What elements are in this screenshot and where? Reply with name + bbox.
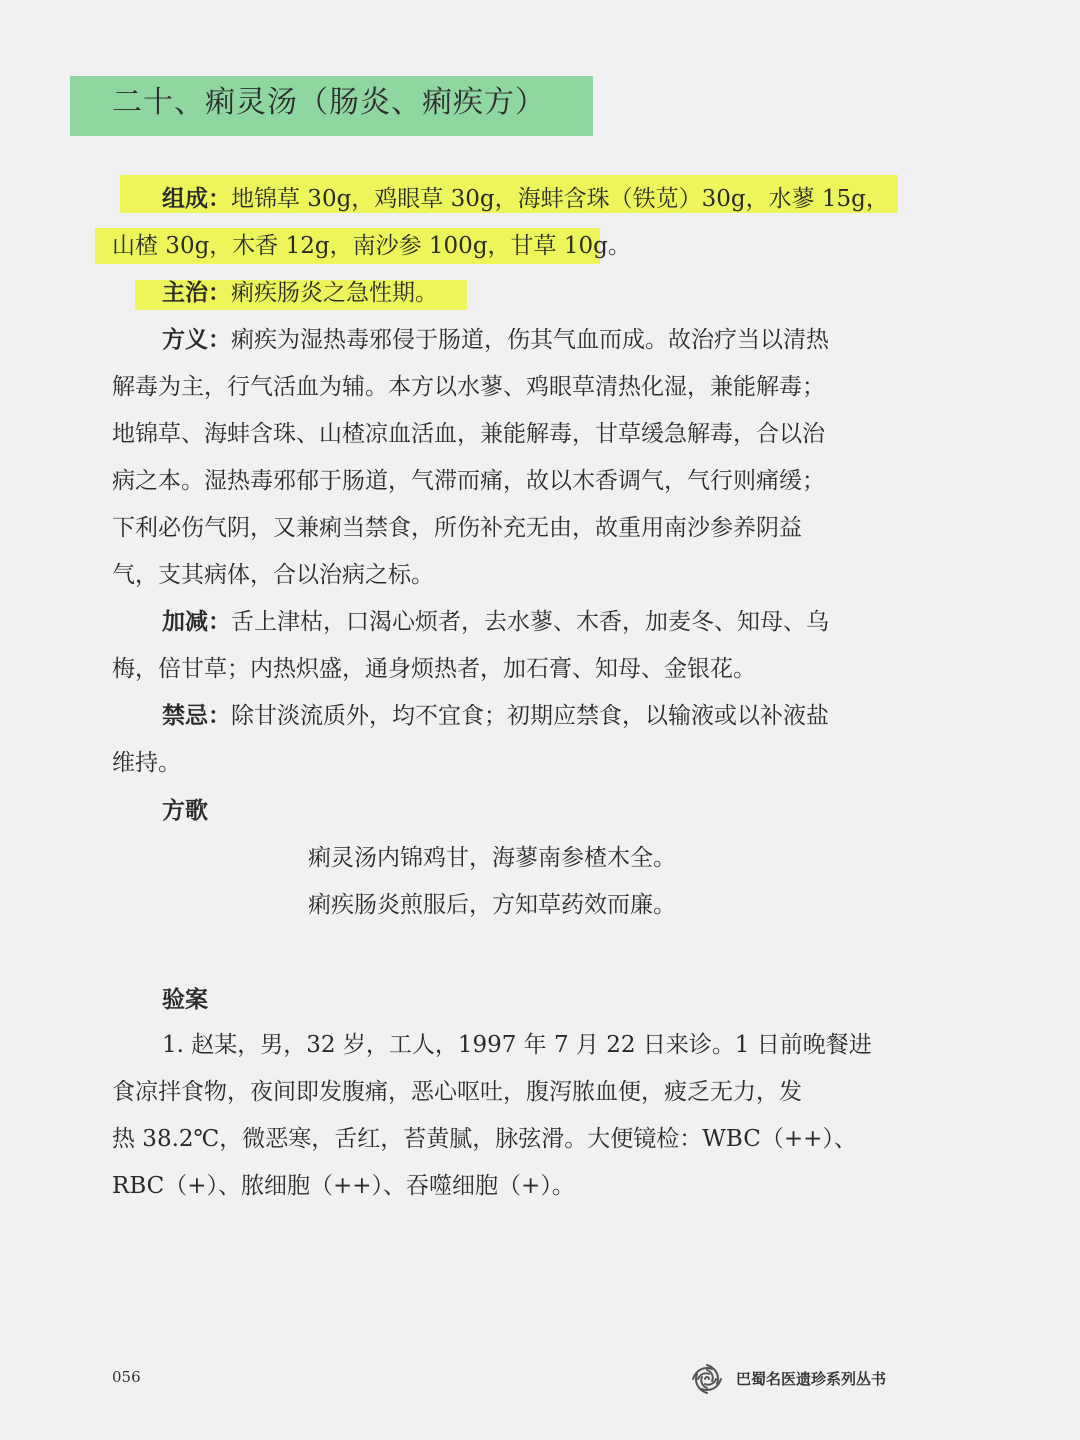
modification-label: 加减： bbox=[162, 608, 231, 635]
meaning-line-6: 气，支其病体，合以治病之标。 bbox=[112, 562, 434, 588]
contraindication-line-2: 维持。 bbox=[112, 750, 181, 776]
contraindication-line-1 bbox=[162, 701, 829, 731]
contraindication-text-1: 除甘淡流质外，均不宜食；初期应禁食，以输液或以补液盐 bbox=[231, 703, 829, 729]
contraindication-label: 禁忌： bbox=[162, 702, 231, 729]
song-line-1: 痢灵汤内锦鸡甘，海蓼南参楂木全。 bbox=[308, 845, 676, 871]
modification-text-1: 舌上津枯，口渴心烦者，去水蓼、木香，加麦冬、知母、乌 bbox=[231, 609, 829, 635]
section-title: 二十、痢灵汤（肠炎、痢疾方） bbox=[112, 85, 546, 120]
meaning-line-4: 病之本。湿热毒邪郁于肠道，气滞而痛，故以木香调气，气行则痛缓； bbox=[112, 468, 825, 494]
meaning-line-1 bbox=[162, 325, 829, 355]
song-line-2: 痢疾肠炎煎服后，方知草药效而廉。 bbox=[308, 892, 676, 918]
meaning-text-1: 痢疾为湿热毒邪侵于肠道，伤其气血而成。故治疗当以清热 bbox=[231, 327, 829, 353]
series-name: 巴蜀名医遗珍系列丛书 bbox=[736, 1370, 887, 1388]
case-line-1: 1. 赵某，男，32 岁，工人，1997 年 7 月 22 日来诊。1 日前晚餐进 bbox=[162, 1032, 872, 1058]
spiral-logo-icon bbox=[690, 1362, 724, 1396]
case-line-4: RBC（+）、脓细胞（++）、吞噬细胞（+）。 bbox=[112, 1173, 575, 1199]
composition-line-1 bbox=[162, 184, 889, 214]
indication-label: 主治： bbox=[162, 279, 231, 306]
meaning-line-5: 下利必伤气阴，又兼痢当禁食，所伤补充无由，故重用南沙参养阴益 bbox=[112, 515, 802, 541]
song-heading: 方歌 bbox=[162, 797, 208, 824]
case-line-3: 热 38.2℃，微恶寒，舌红，苔黄腻，脉弦滑。大便镜检：WBC（++）、 bbox=[112, 1126, 857, 1152]
page-number: 056 bbox=[112, 1368, 141, 1386]
modification-line-2: 梅，倍甘草；内热炽盛，通身烦热者，加石膏、知母、金银花。 bbox=[112, 656, 756, 682]
indication-text: 痢疾肠炎之急性期。 bbox=[231, 280, 438, 306]
case-heading: 验案 bbox=[162, 986, 208, 1013]
modification-line-1 bbox=[162, 607, 829, 637]
case-line-2: 食凉拌食物，夜间即发腹痛，恶心呕吐，腹泻脓血便，疲乏无力，发 bbox=[112, 1079, 802, 1105]
meaning-label: 方义： bbox=[162, 326, 231, 353]
composition-line-2: 山楂 30g，木香 12g，南沙参 100g，甘草 10g。 bbox=[112, 233, 631, 259]
composition-label: 组成： bbox=[162, 185, 231, 212]
composition-text-1: 地锦草 30g，鸡眼草 30g，海蚌含珠（铁苋）30g，水蓼 15g， bbox=[231, 186, 889, 212]
meaning-line-2: 解毒为主，行气活血为辅。本方以水蓼、鸡眼草清热化湿，兼能解毒； bbox=[112, 374, 825, 400]
indication-line bbox=[162, 278, 438, 308]
meaning-line-3: 地锦草、海蚌含珠、山楂凉血活血，兼能解毒，甘草缓急解毒，合以治 bbox=[112, 421, 825, 447]
